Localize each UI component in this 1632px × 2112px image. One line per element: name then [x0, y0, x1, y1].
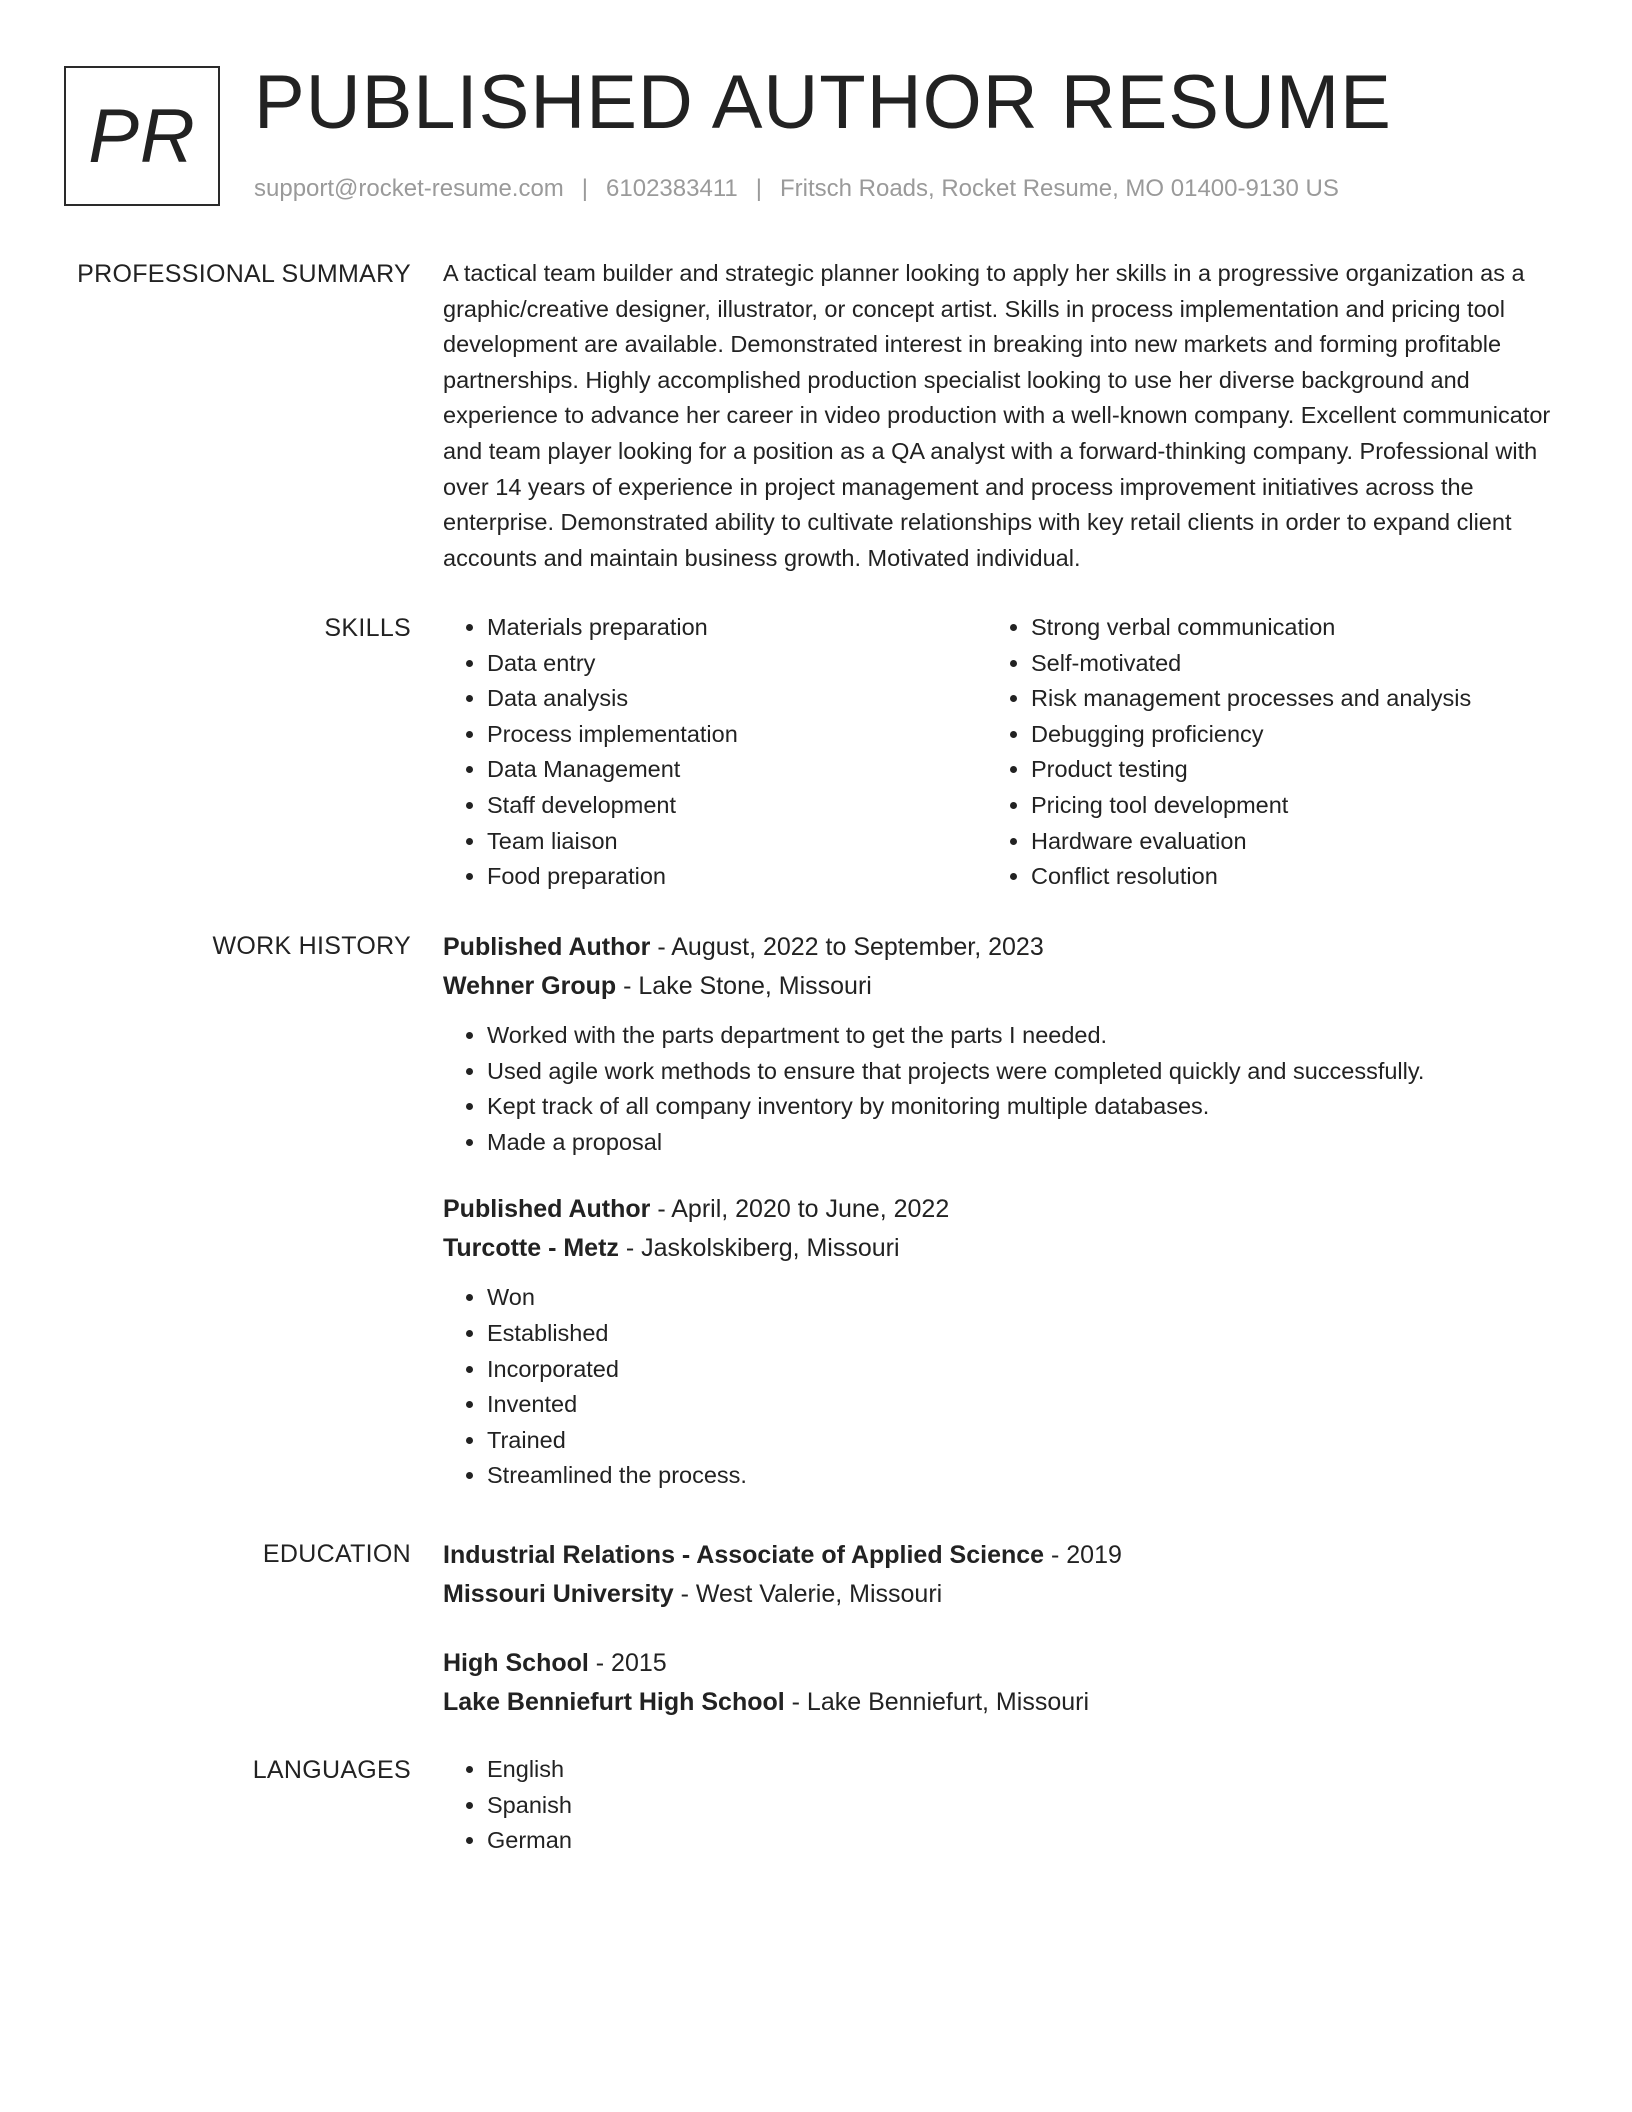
education-school-line: [443, 1683, 1553, 1722]
job-bullets: [443, 1018, 1553, 1160]
skill-item: • Process implementation: [487, 717, 987, 753]
education-entry: [443, 1644, 1553, 1722]
languages-list: [443, 1752, 1553, 1859]
job-dates: - August, 2022 to September, 2023: [650, 933, 1044, 961]
section-title-skills: SKILLS: [324, 614, 411, 642]
job-entry: [443, 1190, 1553, 1494]
work-body: [443, 928, 1553, 1524]
skill-item: • Hardware evaluation: [1031, 824, 1531, 860]
contact-phone: 6102383411: [606, 175, 738, 202]
skills-body: [443, 610, 1553, 895]
job-company-line: [443, 967, 1553, 1006]
skill-item: • Team liaison: [487, 824, 987, 860]
monogram-initials: PR: [88, 93, 196, 179]
contact-separator: |: [755, 175, 762, 202]
contact-email: support@rocket-resume.com: [254, 175, 564, 202]
education-year: - 2015: [588, 1649, 667, 1677]
skills-column-right: [987, 610, 1531, 895]
skill-item: • Materials preparation: [487, 610, 987, 646]
skill-item: • Risk management processes and analysis: [1031, 681, 1531, 717]
languages-body: [443, 1752, 1553, 1859]
job-entry: [443, 928, 1553, 1160]
job-bullet: • Incorporated: [487, 1352, 1553, 1388]
skills-list-right: [987, 610, 1531, 895]
education-school-line: [443, 1575, 1553, 1614]
education-school: Lake Benniefurt High School: [443, 1688, 785, 1716]
language-item: • English: [487, 1752, 1553, 1788]
resume-title: PUBLISHED AUTHOR RESUME: [254, 60, 1392, 145]
education-year: - 2019: [1044, 1541, 1122, 1569]
job-bullet: • Used agile work methods to ensure that projects were completed quickly and successfully.: [487, 1054, 1553, 1090]
contact-line: [254, 172, 1339, 206]
summary-text: A tactical team builder and strategic planner looking to apply her skills in a progressive organization as a graphic/creative designer, illustrator, or concept artist. Skills in process implementation and pricing tool development are available. Demonstrated interest in breaking into new markets and forming profitable partnerships. Highly accomplished production specialist looking to use her diverse background and experience to advance her career in video production with a well-known company. Excellent communicator and team player looking for a position as a QA analyst with a forward-thinking company. Professional with over 14 years of experience in project management and process improvement initiatives across the enterprise. Demonstrated ability to cultivate relationships with key retail clients in order to expand client accounts and maintain business growth. Motivated individual.: [443, 260, 1551, 571]
education-entry: [443, 1536, 1553, 1614]
education-degree-line: [443, 1536, 1553, 1575]
job-bullet: • Won: [487, 1280, 1553, 1316]
skill-item: • Data analysis: [487, 681, 987, 717]
job-company: Turcotte - Metz: [443, 1234, 619, 1263]
skill-item: • Debugging proficiency: [1031, 717, 1531, 753]
job-role: Published Author: [443, 933, 651, 961]
job-location: - Jaskolskiberg, Missouri: [618, 1234, 900, 1263]
skills-column-left: [443, 610, 987, 895]
job-bullets: [443, 1280, 1553, 1494]
skill-item: • Self-motivated: [1031, 646, 1531, 682]
skills-grid: [443, 610, 1553, 895]
job-company: Wehner Group: [443, 972, 617, 1000]
skill-item: • Strong verbal communication: [1031, 610, 1531, 646]
job-role-line: [443, 928, 1553, 967]
job-role: Published Author: [443, 1195, 651, 1224]
section-title-languages: LANGUAGES: [252, 1756, 411, 1784]
skill-item: • Product testing: [1031, 752, 1531, 788]
education-school: Missouri University: [443, 1580, 674, 1608]
section-title-work: WORK HISTORY: [212, 932, 411, 960]
job-bullet: • Streamlined the process.: [487, 1458, 1553, 1494]
skill-item: • Data Management: [487, 752, 987, 788]
contact-address: Fritsch Roads, Rocket Resume, MO 01400-9130 US: [779, 175, 1339, 202]
skill-item: • Food preparation: [487, 859, 987, 895]
summary-body: [443, 256, 1553, 576]
skill-item: • Staff development: [487, 788, 987, 824]
job-role-line: [443, 1190, 1553, 1229]
section-title-summary: PROFESSIONAL SUMMARY: [77, 260, 411, 288]
education-degree-line: [443, 1644, 1553, 1683]
skills-list-left: [443, 610, 987, 895]
job-bullet: • Established: [487, 1316, 1553, 1352]
job-bullet: • Worked with the parts department to get the parts I needed.: [487, 1018, 1553, 1054]
job-bullet: • Made a proposal: [487, 1125, 1553, 1161]
education-location: - West Valerie, Missouri: [673, 1580, 943, 1608]
education-location: - Lake Benniefurt, Missouri: [784, 1688, 1089, 1716]
education-body: [443, 1536, 1553, 1752]
language-item: • Spanish: [487, 1788, 1553, 1824]
education-degree: High School: [443, 1649, 589, 1677]
contact-separator: |: [581, 175, 589, 202]
skill-item: • Data entry: [487, 646, 987, 682]
job-location: - Lake Stone, Missouri: [616, 972, 872, 1000]
job-bullet: • Invented: [487, 1387, 1553, 1423]
education-degree: Industrial Relations - Associate of Applied Science: [443, 1541, 1045, 1569]
job-bullet: • Trained: [487, 1423, 1553, 1459]
section-title-education: EDUCATION: [262, 1540, 411, 1568]
monogram-box: [64, 66, 220, 206]
skill-item: • Pricing tool development: [1031, 788, 1531, 824]
job-dates: - April, 2020 to June, 2022: [650, 1195, 950, 1224]
job-bullet: • Kept track of all company inventory by monitoring multiple databases.: [487, 1089, 1553, 1125]
skill-item: • Conflict resolution: [1031, 859, 1531, 895]
job-company-line: [443, 1229, 1553, 1268]
language-item: • German: [487, 1823, 1553, 1859]
